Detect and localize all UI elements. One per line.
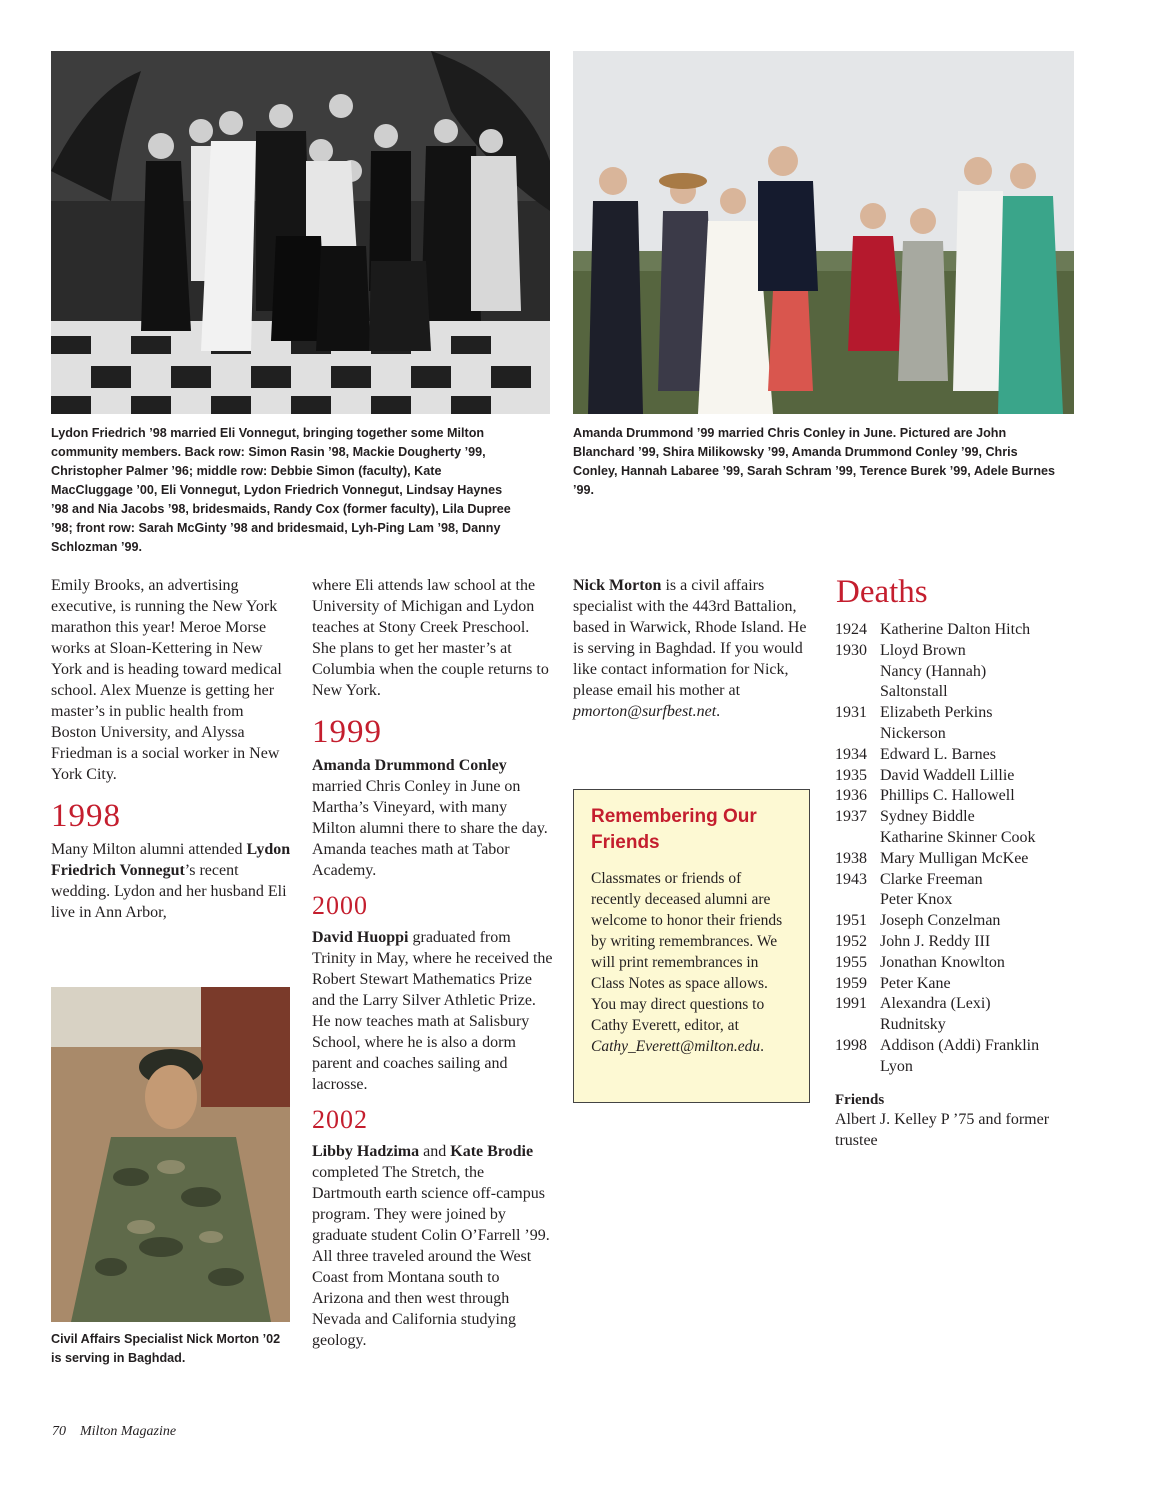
paragraph-nick-end: .	[716, 703, 721, 720]
sidebar-text	[591, 868, 793, 1057]
death-names	[880, 1036, 1095, 1078]
death-row	[835, 932, 1095, 953]
death-row	[835, 703, 1095, 745]
death-names	[880, 807, 1095, 849]
deaths-heading: Deaths	[836, 574, 928, 610]
paragraph-2000	[312, 927, 554, 1095]
death-row	[835, 786, 1095, 807]
friends-text: Albert J. Kelley P ’75 and former trustee	[835, 1111, 1050, 1149]
death-row	[835, 994, 1095, 1036]
name-amanda: Amanda Drummond Conley	[312, 757, 507, 774]
deaths-list	[835, 620, 1095, 1078]
death-name: Clarke Freeman	[880, 870, 983, 888]
page-footer	[52, 1424, 176, 1440]
name-kate: Kate Brodie	[450, 1143, 534, 1160]
year-heading-2000: 2000	[312, 891, 368, 920]
death-year: 1937	[835, 808, 867, 826]
death-name: Joseph Conzelman	[880, 912, 1001, 930]
death-row	[835, 911, 1095, 932]
death-name: David Waddell Lillie	[880, 766, 1015, 784]
death-year: 1935	[835, 766, 867, 784]
death-row	[835, 974, 1095, 995]
death-year: 1934	[835, 745, 867, 763]
death-name: Katharine Skinner Cook	[880, 828, 1036, 846]
wedding-1999-caption: Amanda Drummond ’99 married Chris Conley in June. Pictured are John Blanchard ’99, Shira Milikowsky ’99, Amanda Drummond Conley ’99, Chris Conley, Hannah Labaree ’99, Sarah Schram ’99, Terence Burek ’99, Adele Burnes ’99.	[573, 426, 1056, 497]
friends-heading: Friends	[835, 1092, 885, 1108]
death-row	[835, 849, 1095, 870]
paragraph-nick-morton	[573, 575, 813, 722]
paragraph-1998	[51, 839, 291, 923]
paragraph-1999-text: married Chris Conley in June on Martha’s Vineyard, with many Milton alumni there to share the day. Amanda teaches math at Tabor Academy.	[312, 778, 548, 879]
death-name: Alexandra (Lexi)	[880, 995, 991, 1013]
name-libby: Libby Hadzima	[312, 1143, 420, 1160]
death-names	[880, 870, 1095, 912]
death-names	[880, 766, 1095, 787]
death-year: 1991	[835, 995, 867, 1013]
paragraph-1999	[312, 755, 554, 881]
sidebar-end: .	[760, 1038, 764, 1055]
death-name: Addison (Addi) Franklin	[880, 1036, 1040, 1054]
name-david: David Huoppi	[312, 929, 409, 946]
death-row	[835, 953, 1095, 974]
year-heading-2002: 2002	[312, 1105, 368, 1134]
death-name: Edward L. Barnes	[880, 745, 996, 763]
paragraph-2002	[312, 1141, 554, 1351]
soldier-photo	[51, 987, 290, 1322]
paragraph-1998-continued: where Eli attends law school at the University of Michigan and Lydon teaches at Stony Creek Preschool. She plans to get her master’s at Columbia when the couple returns to New York.	[312, 577, 549, 699]
death-row	[835, 620, 1095, 641]
wedding-1998-photo	[51, 51, 550, 414]
wedding-1999-photo	[573, 51, 1074, 414]
death-name: Katherine Dalton Hitch	[880, 621, 1031, 638]
death-row	[835, 766, 1095, 787]
death-year: 1951	[835, 912, 867, 930]
wedding-1998-caption: Lydon Friedrich ’98 married Eli Vonnegut, bringing together some Milton community members. Back row: Simon Rasin ’98, Mackie Dougherty ’99, Christopher Palmer ’96; middle row: Debbie Simon (faculty), Kate MacCluggage ’00, Eli Vonnegut, Lydon Friedrich Vonnegut, Lindsay Haynes ’98 and Nia Jacobs ’98, bridesmaids, Randy Cox (former faculty), Lila Dupree ’98; front row: Sarah McGinty ’98 and bridesmaid, Lyh-Ping Lam ’98, Danny Schlozman ’99.	[51, 426, 511, 554]
paragraph-2002-and: and	[419, 1143, 451, 1160]
paragraph-2002-text: completed The Stretch, the Dartmouth earth science off-campus program. They were joined by graduate student Colin O’Farrell ’99. All three traveled around the West Coast from Montana south to Arizona and then west through Nevada and California studying geology.	[312, 1164, 550, 1349]
paragraph-nick-text: is a civil affairs specialist with the 443rd Battalion, based in Warwick, Rhode Island. He is serving in Baghdad. If you would like contact information for Nick, please email his mother at	[573, 577, 807, 699]
death-year: 1955	[835, 953, 867, 971]
death-year: 1998	[835, 1036, 867, 1054]
death-name: Peter Knox	[880, 891, 953, 909]
magazine-title: Milton Magazine	[80, 1424, 177, 1439]
death-names	[880, 620, 1095, 641]
intro-paragraph: Emily Brooks, an advertising executive, is running the New York marathon this year! Meroe Morse works at Sloan-Kettering in New York and is heading toward medical school. Alex Muenze is getting her master’s in public health from Boston University, and Alyssa Friedman is a social worker in New York City.	[51, 577, 282, 783]
death-names	[880, 849, 1095, 870]
year-heading-1998: 1998	[51, 798, 121, 834]
death-names	[880, 641, 1095, 703]
death-names	[880, 953, 1095, 974]
death-name: Lyon	[880, 1057, 913, 1075]
paragraph-2000-text: graduated from Trinity in May, where he received the Robert Stewart Mathematics Prize and the Larry Silver Athletic Prize. He now teaches math at Salisbury School, where he is also a dorm parent and coaches sailing and lacrosse.	[312, 929, 553, 1093]
death-year: 1931	[835, 704, 867, 722]
death-name: Peter Kane	[880, 974, 951, 992]
column-3	[573, 575, 813, 722]
death-names	[880, 994, 1095, 1036]
death-row	[835, 807, 1095, 849]
name-lydon: Lydon Friedrich Vonnegut	[51, 841, 291, 879]
death-name: Jonathan Knowlton	[880, 953, 1005, 971]
paragraph-1998-text-a: Many Milton alumni attended	[51, 841, 247, 858]
death-year: 1938	[835, 849, 867, 867]
death-row	[835, 1036, 1095, 1078]
email-pmorton[interactable]: pmorton@surfbest.net	[573, 703, 717, 720]
death-name: Lloyd Brown	[880, 641, 966, 659]
death-name: Sydney Biddle	[880, 808, 975, 826]
death-name: Rudnitsky	[880, 1016, 946, 1034]
death-name: Saltonstall	[880, 683, 948, 701]
death-year: 1952	[835, 932, 867, 950]
death-name: Elizabeth Perkins	[880, 704, 993, 722]
death-row	[835, 641, 1095, 703]
remembering-sidebar	[573, 789, 810, 1103]
column-2	[312, 575, 554, 1351]
sidebar-body: Classmates or friends of recently deceased alumni are welcome to honor their friends by writing remembrances. We will print remembrances in Class Notes as space allows. You may direct questions to Cathy Everett, editor, at	[591, 870, 783, 1034]
death-year: 1943	[835, 870, 867, 888]
year-heading-1999: 1999	[312, 714, 382, 750]
death-names	[880, 911, 1095, 932]
death-year: 1930	[835, 641, 867, 659]
paragraph-1998-text-b: ’s recent wedding. Lydon and her husband Eli live in Ann Arbor,	[51, 862, 287, 921]
death-names	[880, 786, 1095, 807]
sidebar-title: Remembering Our Friends	[591, 806, 757, 853]
death-name: John J. Reddy III	[880, 932, 991, 950]
death-name: Mary Mulligan McKee	[880, 849, 1029, 867]
column-1	[51, 575, 291, 923]
death-names	[880, 974, 1095, 995]
death-year: 1936	[835, 787, 867, 805]
death-name: Nancy (Hannah)	[880, 662, 987, 680]
death-name: Nickerson	[880, 724, 946, 742]
page-number: 70	[52, 1424, 66, 1439]
death-year: 1924	[835, 621, 867, 638]
death-name: Phillips C. Hallowell	[880, 787, 1015, 805]
death-names	[880, 932, 1095, 953]
email-cathy[interactable]: Cathy_Everett@milton.edu	[591, 1038, 761, 1055]
death-names	[880, 745, 1095, 766]
death-row	[835, 745, 1095, 766]
name-nick: Nick Morton	[573, 577, 662, 594]
soldier-caption: Civil Affairs Specialist Nick Morton ’02 is serving in Baghdad.	[51, 1332, 281, 1365]
death-names	[880, 703, 1095, 745]
death-year: 1959	[835, 974, 867, 992]
death-row	[835, 870, 1095, 912]
